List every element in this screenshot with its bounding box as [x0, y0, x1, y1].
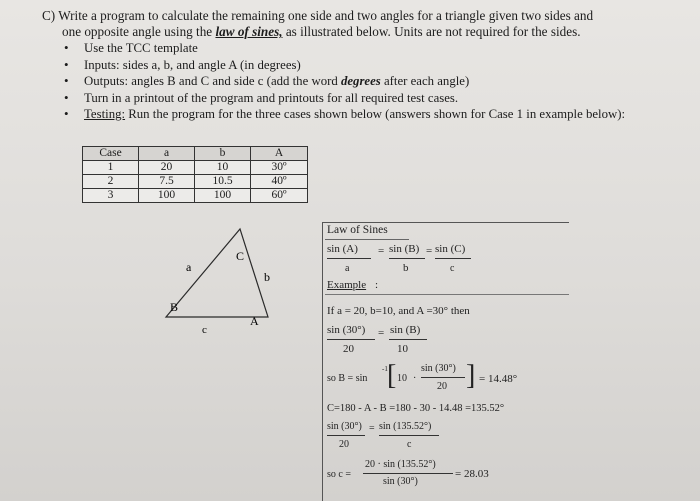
vertex-label-b: B	[170, 300, 179, 314]
list-item	[62, 40, 682, 57]
example-10: 10	[397, 343, 408, 355]
vertex-label-c: C	[236, 249, 245, 263]
list-item	[62, 73, 682, 90]
side-label-b: b	[264, 270, 270, 284]
b-frac-den: 20	[437, 381, 447, 392]
table-cell: 10.5	[195, 175, 251, 189]
fraction-bar	[389, 258, 425, 259]
fraction-bar	[327, 258, 371, 259]
example-given: If a = 20, b=10, and A =30° then	[327, 305, 470, 317]
bullet-text: Outputs: angles B and C and side c (add the word	[84, 74, 341, 88]
list-item	[62, 57, 682, 74]
sin-b: sin (B)	[389, 243, 420, 255]
law-of-sines-box	[322, 222, 569, 501]
table-cell: 10	[195, 161, 251, 175]
c-denominator: sin (30°)	[383, 476, 418, 487]
problem-statement	[42, 8, 682, 40]
table-header-row	[83, 147, 308, 161]
fraction-bar	[363, 473, 453, 474]
problem-line-2-end: as illustrated below. Units are not required for the sides.	[282, 24, 581, 39]
bullet-icon: •	[64, 40, 69, 55]
left-bracket: [	[387, 360, 397, 391]
bullet-icon: •	[64, 56, 69, 72]
bullet-text: Use the TCC template	[84, 41, 198, 55]
vertex-label-a: A	[250, 314, 259, 328]
table-cell: 40º	[251, 175, 308, 189]
table-cell: 1	[83, 161, 139, 175]
fraction-bar	[379, 435, 439, 436]
fraction-bar	[435, 258, 471, 259]
law-of-sines-term: law of sines,	[215, 24, 283, 39]
table-row	[83, 175, 308, 189]
fraction-bar	[421, 377, 465, 378]
table-cell: 100	[139, 189, 195, 203]
ten: 10	[397, 373, 407, 384]
b-frac-num: sin (30°)	[421, 363, 456, 374]
column-header-a: a	[139, 147, 195, 161]
bullet-text: Run the program for the three cases shown below (answers shown for Case 1 in example below):	[125, 107, 626, 121]
example-sin30: sin (30°)	[327, 324, 366, 336]
test-cases-table	[82, 146, 308, 203]
table-cell: 100	[195, 189, 251, 203]
table-cell: 20	[139, 161, 195, 175]
side-label-a: a	[186, 260, 192, 274]
denominator-a: a	[345, 263, 350, 274]
bullet-icon: •	[64, 73, 69, 88]
c-numerator: 20 · sin (135.52°)	[365, 459, 436, 470]
right-bracket: ]	[466, 360, 476, 391]
testing-label: Testing:	[84, 107, 126, 121]
denominator-b: b	[403, 262, 409, 274]
problem-line-1: C) Write a program to calculate the remaining one side and two angles for a triangle given two sides and	[42, 8, 594, 23]
column-header-case: Case	[83, 147, 139, 161]
sin-c: sin (C)	[435, 243, 466, 255]
table-row	[83, 189, 308, 203]
requirements-list	[62, 40, 682, 123]
problem-line-2-start: one opposite angle using the	[62, 24, 216, 39]
table-cell: 3	[83, 189, 139, 203]
bullet-text: Inputs: sides a, b, and angle A (in degrees)	[84, 57, 301, 72]
table-cell: 2	[83, 175, 139, 189]
triangle-diagram	[140, 215, 290, 340]
list-item	[62, 90, 682, 107]
list-item	[62, 106, 682, 123]
example-sinb: sin (B)	[390, 324, 421, 336]
fraction-bar	[327, 339, 375, 340]
b-result: = 14.48°	[479, 373, 518, 385]
c-sin30: sin (30°)	[327, 421, 362, 432]
equals-sign: =	[378, 245, 385, 257]
table-cell: 30º	[251, 161, 308, 175]
fraction-bar	[389, 339, 427, 340]
bullet-icon: •	[64, 89, 69, 105]
denominator-c: c	[450, 263, 455, 274]
sin-a: sin (A)	[327, 243, 358, 255]
divider	[325, 294, 569, 295]
title-underline	[325, 239, 409, 240]
table-cell: 60º	[251, 189, 308, 203]
solve-c-label: so c =	[327, 469, 351, 480]
column-header-b: b	[195, 147, 251, 161]
column-header-angle-a: A	[251, 147, 308, 161]
table-row	[83, 161, 308, 175]
dot-operator: ·	[413, 373, 417, 384]
equals-sign: =	[378, 327, 385, 339]
equals-sign: =	[369, 423, 375, 434]
fraction-bar	[327, 435, 365, 436]
c-20: 20	[339, 439, 349, 450]
problem-line-2	[42, 24, 682, 40]
inverse-exponent: -1	[382, 365, 388, 373]
solve-b-label: so B = sin	[327, 373, 368, 384]
side-label-c: c	[202, 324, 207, 336]
c-c: c	[407, 439, 412, 450]
degrees-emphasis: degrees	[340, 74, 381, 88]
c-sin13552: sin (135.52°)	[379, 421, 432, 432]
bullet-text-end: after each angle)	[380, 74, 470, 88]
example-colon: :	[375, 279, 379, 291]
example-20: 20	[343, 343, 354, 355]
example-label: Example	[327, 279, 367, 291]
triangle-shape	[166, 229, 268, 317]
bullet-text: Turn in a printout of the program and printouts for all required test cases.	[84, 90, 459, 105]
table-cell: 7.5	[139, 175, 195, 189]
c-angle-line: C=180 - A - B =180 - 30 - 14.48 =135.52°	[327, 403, 505, 414]
bullet-icon: •	[64, 106, 69, 121]
c-result: = 28.03	[455, 468, 489, 480]
law-title: Law of Sines	[327, 224, 388, 236]
equals-sign: =	[426, 245, 433, 257]
